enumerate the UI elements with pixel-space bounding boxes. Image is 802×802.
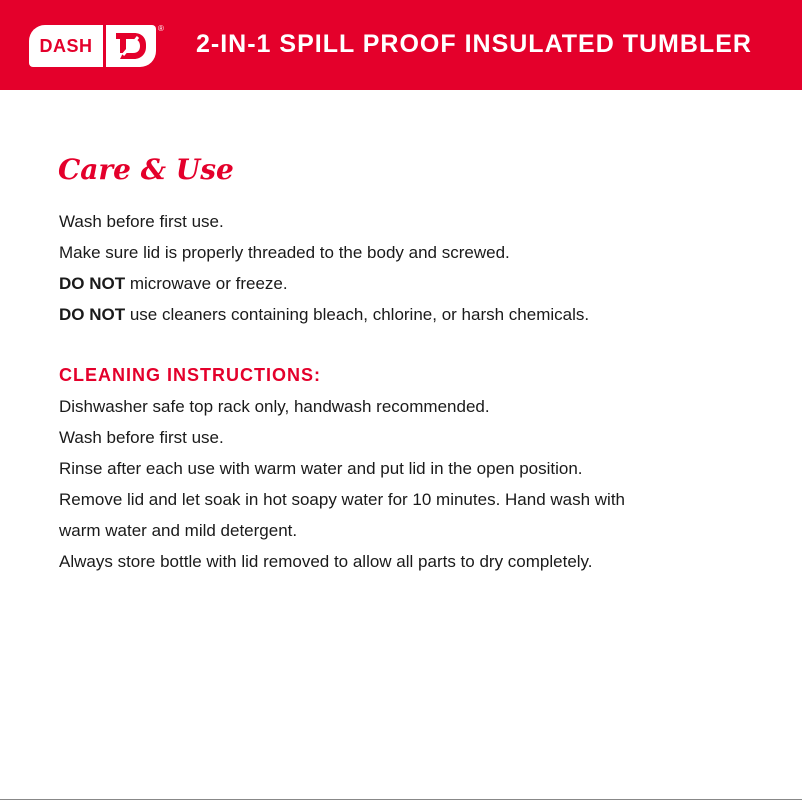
care-use-heading: Care & Use [58, 153, 234, 186]
care-warning [59, 299, 589, 330]
dash-logo [29, 25, 156, 67]
header-bar [0, 0, 802, 90]
care-line: Make sure lid is properly threaded to the body and screwed. [59, 243, 510, 262]
cleaning-heading: CLEANING INSTRUCTIONS: [59, 365, 321, 385]
cleaning-line: Remove lid and let soak in hot soapy water for 10 minutes. Hand wash with [59, 490, 626, 509]
warning-text: use cleaners containing bleach, chlorine, or harsh chemicals. [125, 305, 590, 324]
cleaning-list [59, 360, 625, 577]
cleaning-line: Always store bottle with lid removed to allow all parts to dry completely. [59, 552, 593, 571]
cleaning-line: Wash before first use. [59, 428, 224, 447]
warning-text: microwave or freeze. [125, 274, 288, 293]
registered-mark: ® [158, 24, 164, 33]
cleaning-line: warm water and mild detergent. [59, 521, 298, 540]
care-list [59, 206, 589, 330]
care-line: Wash before first use. [59, 212, 224, 231]
logo-d-icon [106, 25, 156, 67]
bottom-divider [0, 799, 802, 800]
warning-label: DO NOT [59, 305, 126, 324]
cleaning-line: Dishwasher safe top rack only, handwash recommended. [59, 397, 490, 416]
warning-label: DO NOT [59, 274, 126, 293]
cleaning-line: Rinse after each use with warm water and put lid in the open position. [59, 459, 583, 478]
care-warning [59, 268, 589, 299]
logo-wordmark: DASH [29, 25, 103, 67]
product-title: 2-IN-1 SPILL PROOF INSULATED TUMBLER [196, 30, 752, 58]
